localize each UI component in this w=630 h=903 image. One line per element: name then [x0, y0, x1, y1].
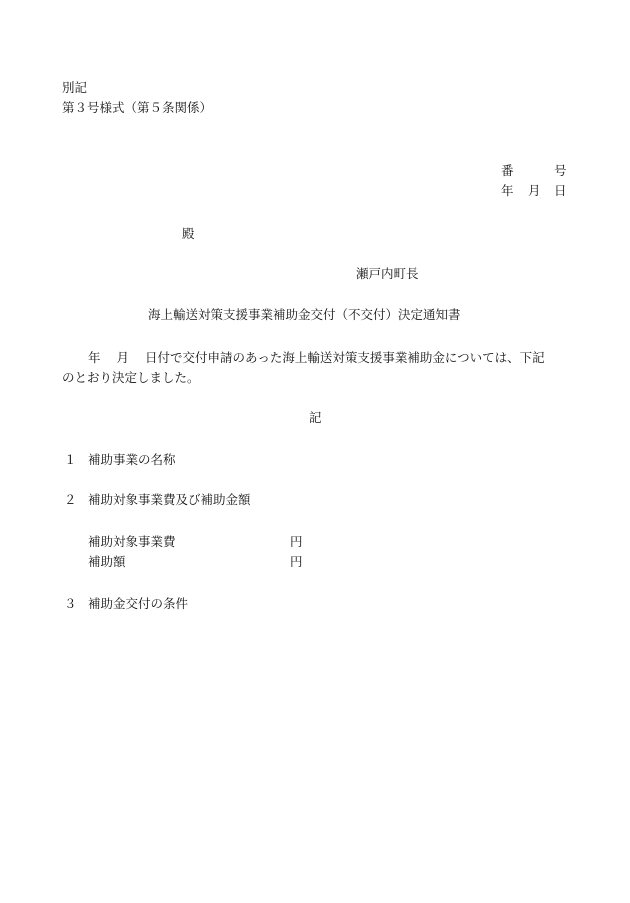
- date-year-label: 年: [501, 183, 514, 198]
- record-label: 記: [309, 410, 322, 425]
- date-day-label: 日: [554, 183, 567, 198]
- reference-number-char-1: 番: [501, 163, 514, 178]
- amount-row-2-label: 補助額: [88, 554, 126, 569]
- reference-number-char-2: 号: [554, 163, 567, 178]
- amount-row-1-label: 補助対象事業費: [88, 534, 176, 549]
- issuer-name: 瀬戸内町長: [356, 266, 419, 281]
- item-3-text: 補助金交付の条件: [88, 596, 189, 611]
- appendix-label: 別記: [62, 80, 88, 95]
- body-line-2: のとおり決定しました。: [62, 370, 200, 385]
- item-1-text: 補助事業の名称: [88, 452, 176, 467]
- item-2-number: ２: [64, 492, 77, 507]
- item-1-number: １: [64, 452, 77, 467]
- body-line-1: [88, 350, 545, 366]
- amount-row-1-unit: 円: [290, 534, 303, 549]
- item-3-number: ３: [64, 596, 77, 611]
- item-2-text: 補助対象事業費及び補助金額: [88, 492, 251, 507]
- body-month-label: 月: [116, 350, 130, 365]
- body-line-1-text: 日付で交付申請のあった海上輸送対策支援事業補助金については、下記: [145, 350, 545, 365]
- amount-row-2-unit: 円: [290, 554, 303, 569]
- document-title: 海上輸送対策支援事業補助金交付（不交付）決定通知書: [148, 307, 461, 322]
- date-month-label: 月: [528, 183, 541, 198]
- body-year-label: 年: [88, 350, 101, 365]
- addressee-honorific: 殿: [182, 226, 195, 241]
- form-number-label: 第３号様式（第５条関係）: [62, 100, 213, 115]
